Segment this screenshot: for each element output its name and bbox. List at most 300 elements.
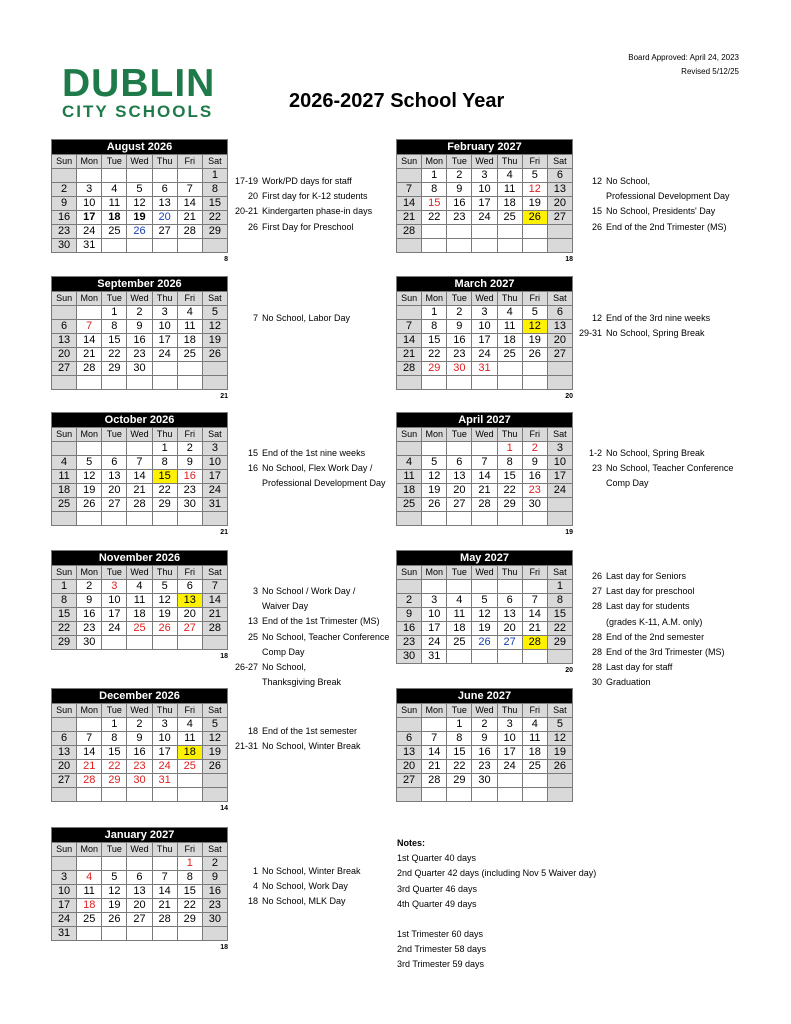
day-cell: 21 [202,608,227,622]
day-cell: 10 [152,732,177,746]
weekday-header: Mon [77,566,102,580]
event-date: 30 [591,677,602,688]
day-cell: 28 [152,913,177,927]
event-row [577,615,725,630]
day-cell: 12 [472,608,497,622]
day-cell: 28 [77,362,102,376]
day-cell: 24 [547,484,572,498]
event-description: Professional Development Day [262,478,386,489]
weekday-header: Tue [102,292,127,306]
day-cell: 19 [202,746,227,760]
empty-cell [127,442,152,456]
day-cell: 19 [127,211,152,225]
day-cell: 19 [422,484,447,498]
day-cell: 9 [522,456,547,470]
month-aug [51,139,228,253]
day-cell: 13 [547,320,572,334]
day-cell: 25 [447,636,472,650]
event-description: Work/PD days for staff [262,176,352,186]
weekday-header: Tue [102,566,127,580]
empty-cell [522,512,547,526]
event-row [577,660,725,675]
day-cell: 11 [447,608,472,622]
day-cell: 6 [177,580,202,594]
day-cell: 20 [397,760,422,774]
event-row [577,599,725,614]
empty-cell [152,239,177,253]
empty-cell [202,376,227,390]
weekday-header: Wed [472,566,497,580]
day-cell: 25 [497,348,522,362]
weekday-header: Wed [127,155,152,169]
empty-cell [522,580,547,594]
month-title: April 2027 [397,413,573,428]
day-cell: 23 [77,622,102,636]
weekday-header: Mon [77,155,102,169]
empty-cell [522,362,547,376]
weekday-header: Mon [422,428,447,442]
event-description: No School, [606,176,651,186]
day-cell: 28 [202,622,227,636]
event-row [577,189,730,204]
day-cell: 27 [177,622,202,636]
day-cell: 8 [202,183,227,197]
day-cell: 15 [447,746,472,760]
day-cell: 14 [522,608,547,622]
day-cell: 17 [547,470,572,484]
day-cell: 18 [497,334,522,348]
event-date: 17-19 [234,176,258,186]
day-cell: 15 [422,334,447,348]
day-cell: 1 [202,169,227,183]
weekday-header: Sat [547,704,572,718]
event-description: No School, Winter Break [262,741,361,752]
day-cell: 1 [102,306,127,320]
day-cell: 7 [422,732,447,746]
day-cell: 2 [127,306,152,320]
empty-cell [202,788,227,802]
day-cell: 4 [52,456,77,470]
empty-cell [447,442,472,456]
weekday-header: Tue [447,155,472,169]
day-cell: 25 [52,498,77,512]
day-cell: 4 [177,306,202,320]
day-cell: 1 [447,718,472,732]
event-description: No School, [262,662,307,673]
empty-cell [202,636,227,650]
empty-cell [202,512,227,526]
day-cell: 17 [77,211,102,225]
day-cell: 20 [52,760,77,774]
day-cell: 4 [127,580,152,594]
day-cell: 6 [52,320,77,334]
event-row [577,446,733,461]
day-cell: 22 [177,899,202,913]
day-cell: 31 [77,239,102,253]
day-cell: 3 [472,306,497,320]
month-title: August 2026 [52,140,228,155]
day-cell: 6 [152,183,177,197]
empty-cell [177,239,202,253]
empty-cell [422,442,447,456]
day-cell: 6 [127,871,152,885]
weekday-header: Wed [472,704,497,718]
day-cell: 7 [397,320,422,334]
day-cell: 7 [77,732,102,746]
day-cell: 30 [52,239,77,253]
event-date: 1 [252,866,258,876]
day-cell: 16 [397,622,422,636]
instructional-day-count: 8 [224,256,228,263]
event-date: 18 [247,726,258,736]
day-cell: 3 [152,718,177,732]
day-cell: 4 [397,456,422,470]
day-cell: 26 [202,760,227,774]
day-cell: 10 [77,197,102,211]
notes-line: 4th Quarter 49 days [397,898,477,909]
empty-cell [102,239,127,253]
day-cell: 2 [127,718,152,732]
event-description: End of the 1st semester [262,726,358,736]
weekday-header: Fri [522,292,547,306]
event-date: 27 [591,586,602,597]
weekday-header: Mon [422,566,447,580]
day-cell: 11 [177,732,202,746]
weekday-header: Thu [497,292,522,306]
day-cell: 31 [202,498,227,512]
weekday-header: Tue [447,566,472,580]
day-cell: 21 [522,622,547,636]
event-description: Waiver Day [262,601,309,612]
empty-cell [422,239,447,253]
month-apr [396,412,573,526]
empty-cell [152,857,177,871]
day-cell: 3 [547,442,572,456]
empty-cell [397,376,422,390]
day-cell: 29 [102,362,127,376]
day-cell: 21 [127,484,152,498]
day-cell: 23 [127,760,152,774]
empty-cell [52,788,77,802]
month-title: October 2026 [52,413,228,428]
event-date: 18 [247,896,258,907]
instructional-day-count: 20 [565,393,573,400]
event-date: 28 [591,601,602,612]
empty-cell [472,580,497,594]
day-cell: 5 [152,580,177,594]
empty-cell [52,857,77,871]
event-row [233,879,361,894]
day-cell: 24 [152,348,177,362]
day-cell: 29 [497,498,522,512]
day-cell: 13 [497,608,522,622]
weekday-header: Fri [522,155,547,169]
day-cell: 24 [472,348,497,362]
day-cell: 1 [422,169,447,183]
event-row [233,204,372,219]
weekday-header: Tue [447,292,472,306]
day-cell: 23 [472,760,497,774]
event-date: 15 [247,448,258,458]
empty-cell [77,442,102,456]
weekday-header: Fri [177,843,202,857]
empty-cell [177,512,202,526]
day-cell: 26 [472,636,497,650]
day-cell: 26 [127,225,152,239]
weekday-header: Sat [547,155,572,169]
event-group [233,174,372,235]
weekday-header: Fri [177,428,202,442]
month-nov [51,550,228,650]
weekday-header: Sun [52,155,77,169]
event-row [577,220,730,235]
empty-cell [547,512,572,526]
day-cell: 25 [397,498,422,512]
empty-cell [102,169,127,183]
empty-cell [522,225,547,239]
day-cell: 16 [447,197,472,211]
weekday-header: Tue [102,428,127,442]
day-cell: 25 [102,225,127,239]
day-cell: 6 [102,456,127,470]
empty-cell [102,512,127,526]
event-description: No School, Spring Break [606,448,705,458]
day-cell: 8 [52,594,77,608]
day-cell: 13 [397,746,422,760]
day-cell: 4 [497,306,522,320]
day-cell: 8 [422,183,447,197]
event-row [577,675,725,690]
event-row [233,599,389,614]
event-date: 26 [591,221,602,232]
day-cell: 14 [397,334,422,348]
event-row [233,476,386,491]
day-cell: 14 [422,746,447,760]
weekday-header: Sat [547,292,572,306]
instructional-day-count: 19 [565,529,573,536]
empty-cell [102,927,127,941]
day-cell: 23 [397,636,422,650]
day-cell: 12 [202,732,227,746]
empty-cell [497,376,522,390]
month-oct [51,412,228,526]
day-cell: 3 [472,169,497,183]
day-cell: 12 [422,470,447,484]
day-cell: 9 [447,183,472,197]
empty-cell [77,718,102,732]
day-cell: 23 [127,348,152,362]
empty-cell [397,580,422,594]
day-cell: 22 [102,348,127,362]
empty-cell [547,362,572,376]
event-date: 20-21 [234,206,258,217]
weekday-header: Wed [127,292,152,306]
day-cell: 5 [522,306,547,320]
weekday-header: Fri [177,292,202,306]
day-cell: 9 [127,320,152,334]
empty-cell [472,512,497,526]
empty-cell [127,376,152,390]
month-mar [396,276,573,390]
empty-cell [422,225,447,239]
empty-cell [497,512,522,526]
weekday-header: Tue [447,428,472,442]
notes-line: 3rd Trimester 59 days [397,959,485,970]
empty-cell [177,169,202,183]
day-cell: 30 [177,498,202,512]
day-cell: 3 [152,306,177,320]
district-logo: DUBLIN [62,62,216,105]
empty-cell [102,788,127,802]
event-row [233,724,361,739]
day-cell: 7 [397,183,422,197]
day-cell: 28 [177,225,202,239]
event-description: End of the 2nd Trimester (MS) [606,221,727,232]
day-cell: 28 [127,498,152,512]
day-cell: 2 [447,169,472,183]
event-date: 12 [591,176,602,186]
day-cell: 15 [102,334,127,348]
weekday-header: Wed [127,428,152,442]
empty-cell [497,788,522,802]
day-cell: 9 [397,608,422,622]
empty-cell [547,376,572,390]
day-cell: 18 [397,484,422,498]
event-group [233,311,350,326]
notes-line: 2nd Quarter 42 days (including Nov 5 Waiver day) [397,868,597,879]
empty-cell [447,788,472,802]
day-cell: 20 [547,197,572,211]
month-title: January 2027 [52,828,228,843]
day-cell: 5 [472,594,497,608]
weekday-header: Mon [77,704,102,718]
event-group [577,311,710,341]
day-cell: 24 [77,225,102,239]
day-cell: 5 [77,456,102,470]
day-cell: 17 [52,899,77,913]
empty-cell [397,788,422,802]
day-cell: 12 [202,320,227,334]
month-dec [51,688,228,802]
day-cell: 11 [177,320,202,334]
empty-cell [547,225,572,239]
month-feb [396,139,573,253]
day-cell: 10 [102,594,127,608]
day-cell: 1 [422,306,447,320]
event-date: 23 [591,463,602,474]
empty-cell [422,512,447,526]
day-cell: 29 [102,774,127,788]
day-cell: 15 [422,197,447,211]
empty-cell [397,306,422,320]
event-date: 12 [591,313,602,323]
day-cell: 26 [422,498,447,512]
day-cell: 7 [522,594,547,608]
day-cell: 1 [52,580,77,594]
event-description: No School, Flex Work Day / [262,463,373,474]
day-cell: 21 [77,348,102,362]
day-cell: 23 [447,211,472,225]
day-cell: 26 [522,348,547,362]
empty-cell [422,788,447,802]
day-cell: 30 [202,913,227,927]
empty-cell [472,788,497,802]
day-cell: 16 [177,470,202,484]
event-date: 13 [247,616,258,627]
day-cell: 18 [102,211,127,225]
day-cell: 18 [522,746,547,760]
day-cell: 5 [102,871,127,885]
day-cell: 14 [202,594,227,608]
weekday-header: Tue [102,704,127,718]
day-cell: 27 [447,498,472,512]
day-cell: 12 [102,885,127,899]
weekday-header: Mon [422,704,447,718]
day-cell: 17 [472,334,497,348]
event-row [577,569,725,584]
day-cell: 10 [472,183,497,197]
weekday-header: Mon [422,292,447,306]
notes-line: 2nd Trimester 58 days [397,944,487,955]
day-cell: 8 [152,456,177,470]
day-cell: 7 [472,456,497,470]
day-cell: 31 [472,362,497,376]
event-row [577,174,730,189]
event-row [233,220,372,235]
event-group [233,584,389,690]
notes-line: 1st Trimester 60 days [397,929,484,940]
day-cell: 22 [422,348,447,362]
empty-cell [77,857,102,871]
day-cell: 2 [202,857,227,871]
event-date: 3 [252,586,258,596]
event-description: No School, Labor Day [262,313,351,323]
day-cell: 15 [202,197,227,211]
day-cell: 9 [77,594,102,608]
weekday-header: Fri [177,704,202,718]
weekday-header: Sat [202,155,227,169]
day-cell: 11 [497,183,522,197]
event-row [233,461,386,476]
weekday-header: Fri [177,566,202,580]
empty-cell [547,239,572,253]
event-date: 28 [591,647,602,658]
day-cell: 22 [52,622,77,636]
event-description: First day for K-12 students [262,191,368,202]
day-cell: 18 [77,899,102,913]
day-cell: 10 [152,320,177,334]
day-cell: 6 [397,732,422,746]
day-cell: 16 [52,211,77,225]
day-cell: 2 [397,594,422,608]
day-cell: 26 [547,760,572,774]
day-cell: 6 [447,456,472,470]
weekday-header: Wed [472,428,497,442]
day-cell: 21 [152,899,177,913]
day-cell: 21 [422,760,447,774]
month-sep [51,276,228,390]
empty-cell [102,636,127,650]
empty-cell [397,239,422,253]
empty-cell [52,306,77,320]
day-cell: 28 [472,498,497,512]
empty-cell [497,362,522,376]
day-cell: 4 [102,183,127,197]
empty-cell [447,580,472,594]
empty-cell [102,857,127,871]
event-description: (grades K-11, A.M. only) [606,616,703,627]
day-cell: 29 [447,774,472,788]
